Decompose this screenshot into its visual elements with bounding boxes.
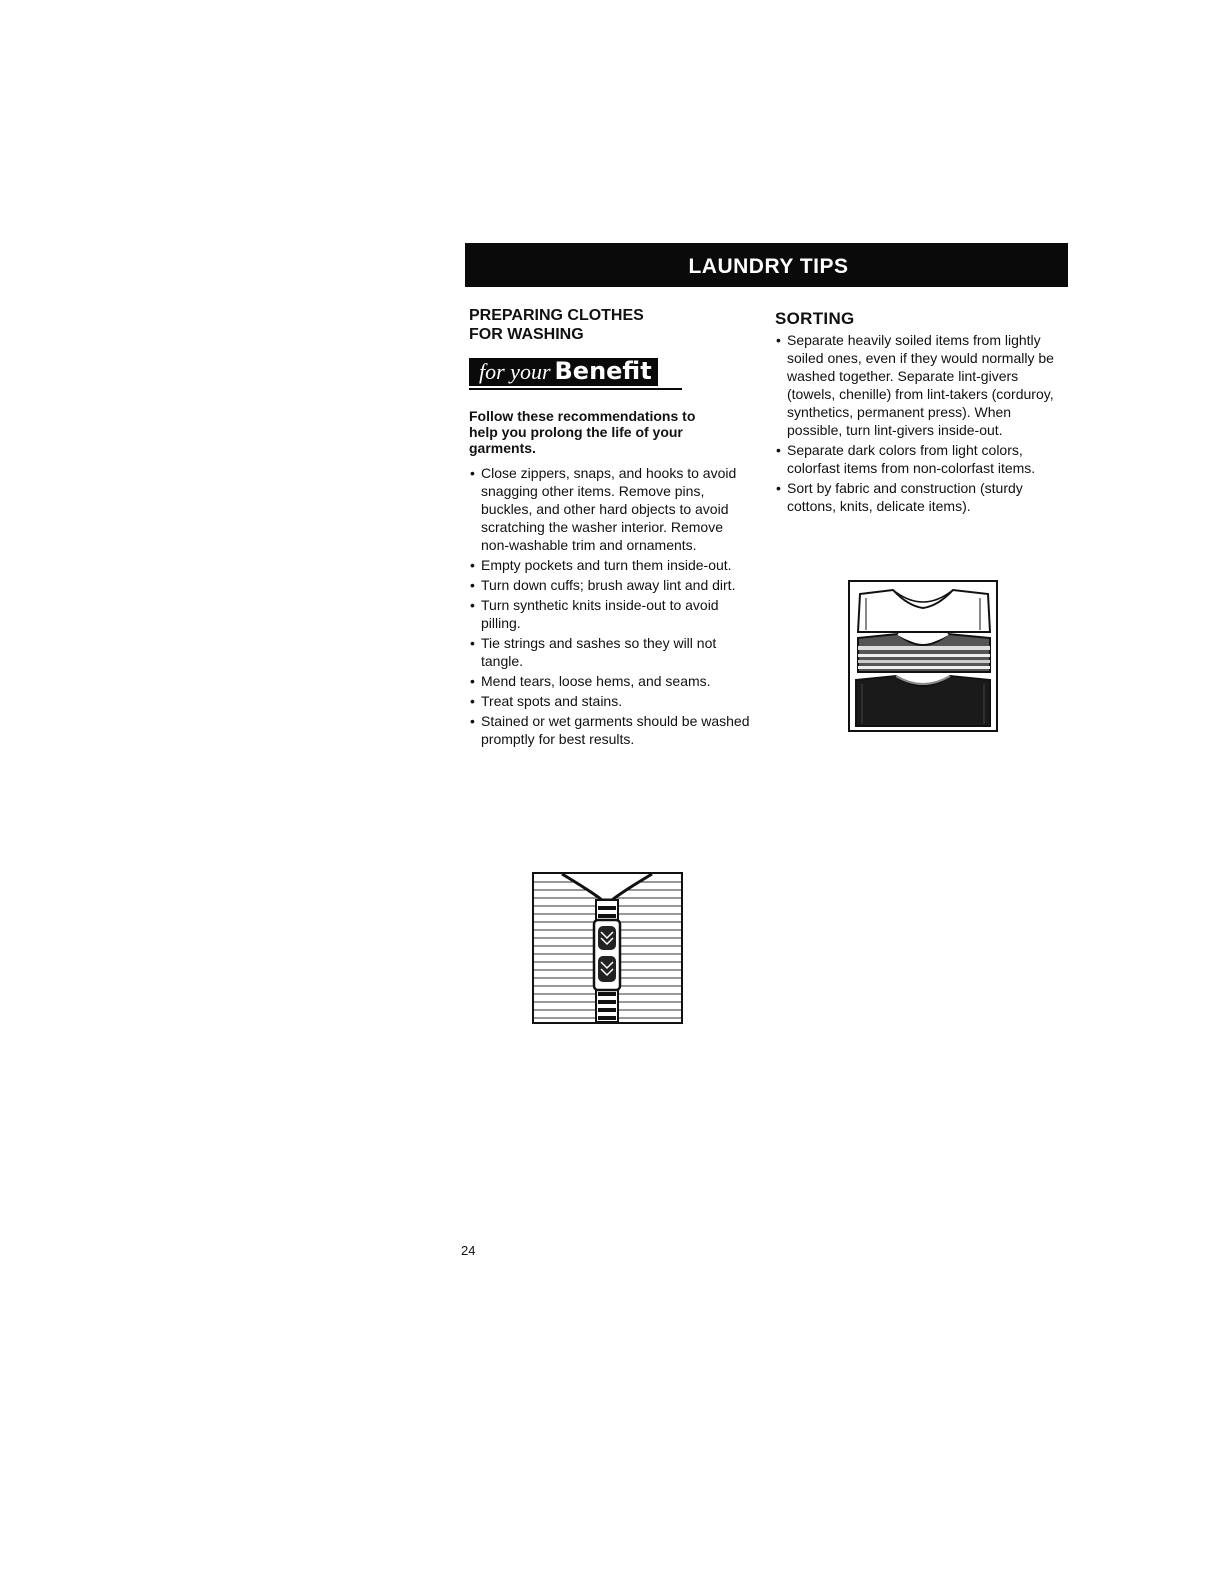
list-item: • Turn down cuffs; brush away lint and dirt. <box>469 576 751 594</box>
preparing-heading-line1: PREPARING CLOTHES <box>469 307 644 324</box>
list-item: • Turn synthetic knits inside-out to avoid pilling. <box>469 596 751 632</box>
sorting-list <box>775 331 1075 515</box>
benefit-badge <box>469 358 658 386</box>
list-item: • Tie strings and sashes so they will not tangle. <box>469 634 751 670</box>
list-item: • Separate dark colors from light colors, colorfast items from non-colorfast items. <box>775 441 1067 477</box>
page-number: 24 <box>461 1243 476 1258</box>
benefit-italic-text: for your <box>479 359 551 384</box>
benefit-logo <box>469 358 694 390</box>
preparing-intro: Follow these recommendations to help you prolong the life of your garments. <box>469 408 696 456</box>
preparing-section <box>469 306 759 750</box>
stacked-shirts-illustration <box>848 580 998 732</box>
benefit-bold-text: Benefit <box>554 357 652 385</box>
zipper-illustration <box>532 872 683 1024</box>
list-item: • Separate heavily soiled items from lightly soiled ones, even if they would normally be washed together. Separate lint-givers (towels, chenille) from lint-takers (corduroy, synthetics, permanent press). When possible, turn lint-givers inside-out. <box>775 331 1067 439</box>
preparing-heading-line2: FOR WASHING <box>469 326 584 343</box>
list-item: • Empty pockets and turn them inside-out. <box>469 556 751 574</box>
list-item: • Sort by fabric and construction (sturdy cottons, knits, delicate items). <box>775 479 1067 515</box>
header-bar <box>465 243 1068 287</box>
preparing-list <box>469 464 759 748</box>
benefit-underline <box>469 388 682 390</box>
list-item: • Close zippers, snaps, and hooks to avoid snagging other items. Remove pins, buckles, and other hard objects to avoid scratching the washer interior. Remove non-washable trim and ornaments. <box>469 464 751 554</box>
list-item: • Stained or wet garments should be washed promptly for best results. <box>469 712 751 748</box>
sorting-heading: SORTING <box>775 309 855 328</box>
page-title: LAUNDRY TIPS <box>688 254 849 278</box>
preparing-heading <box>469 306 759 344</box>
sorting-section <box>775 309 1075 517</box>
list-item: • Mend tears, loose hems, and seams. <box>469 672 751 690</box>
list-item: • Treat spots and stains. <box>469 692 751 710</box>
